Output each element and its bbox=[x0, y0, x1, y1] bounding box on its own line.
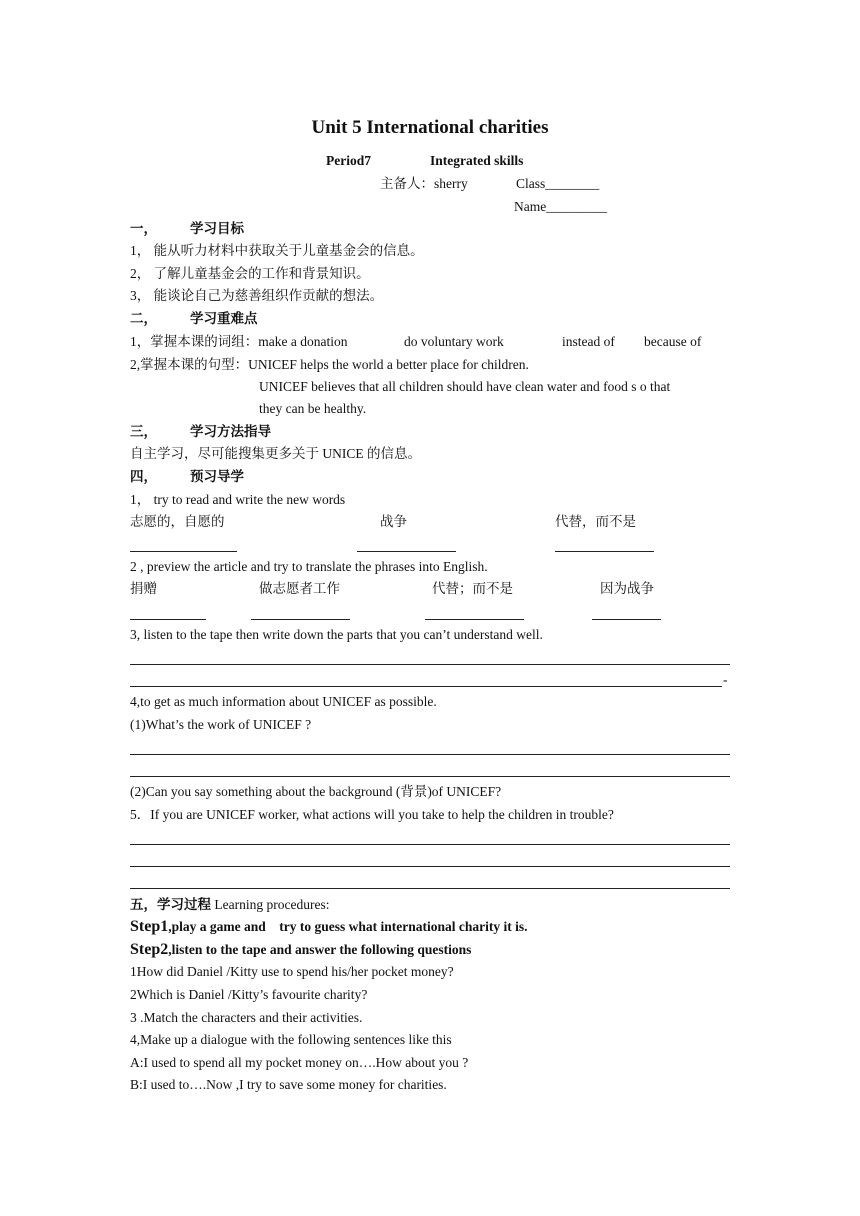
answer-line[interactable] bbox=[130, 844, 730, 845]
step-2 bbox=[130, 941, 471, 959]
section5-heading: 五，学习过程 bbox=[130, 897, 211, 912]
dialogue-line-a: A:I used to spend all my pocket money on….How about you ? bbox=[130, 1055, 469, 1070]
section2-number: 二， bbox=[130, 311, 157, 326]
word-prompt: 代替，而不是 bbox=[555, 514, 636, 529]
section2-heading: 学习重难点 bbox=[190, 311, 258, 326]
class-field[interactable]: Class________ bbox=[516, 176, 600, 191]
phrase-prompt: 做志愿者工作 bbox=[259, 581, 340, 596]
phrase-item: because of bbox=[644, 334, 702, 349]
preparer-label: 主备人：sherry bbox=[380, 176, 468, 191]
answer-blank[interactable] bbox=[357, 551, 456, 552]
task-3: 3, listen to the tape then write down the parts that you can’t understand well. bbox=[130, 627, 543, 642]
procedure-line: 2Which is Daniel /Kitty’s favourite charity? bbox=[130, 987, 368, 1002]
section5-heading-en: Learning procedures: bbox=[211, 897, 330, 912]
answer-line[interactable] bbox=[130, 888, 730, 889]
section1-heading: 学习目标 bbox=[190, 221, 244, 236]
phrase-prompt: 因为战争 bbox=[600, 581, 654, 596]
step-1-label: Step1 bbox=[130, 918, 169, 935]
step-2-label: Step2 bbox=[130, 941, 169, 958]
section4-number: 四， bbox=[130, 469, 157, 484]
section3-number: 三， bbox=[130, 424, 157, 439]
task-5: 5．If you are UNICEF worker, what actions will you take to help the children in trouble? bbox=[130, 807, 614, 822]
task-4-question-1: (1)What’s the work of UNICEF ? bbox=[130, 717, 312, 732]
answer-line[interactable] bbox=[130, 664, 730, 665]
procedure-line: 4,Make up a dialogue with the following sentences like this bbox=[130, 1032, 452, 1047]
word-prompt: 战争 bbox=[380, 514, 407, 529]
phrase-prompt: 代替；而不是 bbox=[432, 581, 513, 596]
answer-line[interactable] bbox=[130, 776, 730, 777]
skills-label: Integrated skills bbox=[430, 153, 524, 168]
phrase-prompt: 捐赠 bbox=[130, 581, 157, 596]
answer-blank[interactable] bbox=[425, 619, 524, 620]
answer-line[interactable] bbox=[130, 866, 730, 867]
sentence-line: UNICEF believes that all children should have clean water and food s o that bbox=[259, 379, 671, 394]
page-title: Unit 5 International charities bbox=[311, 117, 549, 138]
section3-heading: 学习方法指导 bbox=[190, 424, 271, 439]
task-4-question-2: (2)Can you say something about the background (背景)of UNICEF? bbox=[130, 784, 502, 799]
answer-blank[interactable] bbox=[251, 619, 350, 620]
answer-line[interactable] bbox=[130, 754, 730, 755]
dialogue-line-b: B:I used to….Now ,I try to save some money for charities. bbox=[130, 1077, 447, 1092]
period-label: Period7 bbox=[326, 153, 371, 168]
section5-heading-line bbox=[130, 896, 329, 914]
word-prompt: 志愿的，自愿的 bbox=[130, 514, 225, 529]
procedure-line: 1How did Daniel /Kitty use to spend his/her pocket money? bbox=[130, 964, 454, 979]
task-2: 2 , preview the article and try to translate the phrases into English. bbox=[130, 559, 488, 574]
section1-number: 一， bbox=[130, 221, 157, 236]
objective-item: 2， 了解儿童基金会的工作和背景知识。 bbox=[130, 266, 370, 281]
step-1-text: ,play a game and try to guess what international charity it is. bbox=[168, 919, 528, 934]
name-field[interactable]: Name_________ bbox=[514, 199, 607, 214]
procedure-line: 3 .Match the characters and their activities. bbox=[130, 1010, 363, 1025]
phrase-line: 1，掌握本课的词组：make a donation bbox=[130, 334, 348, 349]
step-1 bbox=[130, 918, 527, 936]
method-line: 自主学习，尽可能搜集更多关于 UNICE 的信息。 bbox=[130, 446, 421, 461]
sentence-line: they can be healthy. bbox=[259, 401, 367, 416]
answer-blank[interactable] bbox=[592, 619, 661, 620]
answer-blank[interactable] bbox=[130, 619, 206, 620]
trailing-dash: - bbox=[723, 672, 728, 687]
task-1: 1， try to read and write the new words bbox=[130, 492, 346, 507]
phrase-item: do voluntary work bbox=[404, 334, 504, 349]
objective-item: 1， 能从听力材料中获取关于儿童基金会的信息。 bbox=[130, 243, 424, 258]
answer-line[interactable] bbox=[130, 686, 722, 687]
phrase-item: instead of bbox=[562, 334, 615, 349]
step-2-text: ,listen to the tape and answer the following questions bbox=[168, 942, 472, 957]
sentence-line: 2,掌握本课的句型：UNICEF helps the world a better place for children. bbox=[130, 357, 529, 372]
section4-heading: 预习导学 bbox=[190, 469, 244, 484]
task-4: 4,to get as much information about UNICEF as possible. bbox=[130, 694, 437, 709]
answer-blank[interactable] bbox=[555, 551, 654, 552]
objective-item: 3， 能谈论自己为慈善组织作贡献的想法。 bbox=[130, 288, 384, 303]
answer-blank[interactable] bbox=[130, 551, 237, 552]
